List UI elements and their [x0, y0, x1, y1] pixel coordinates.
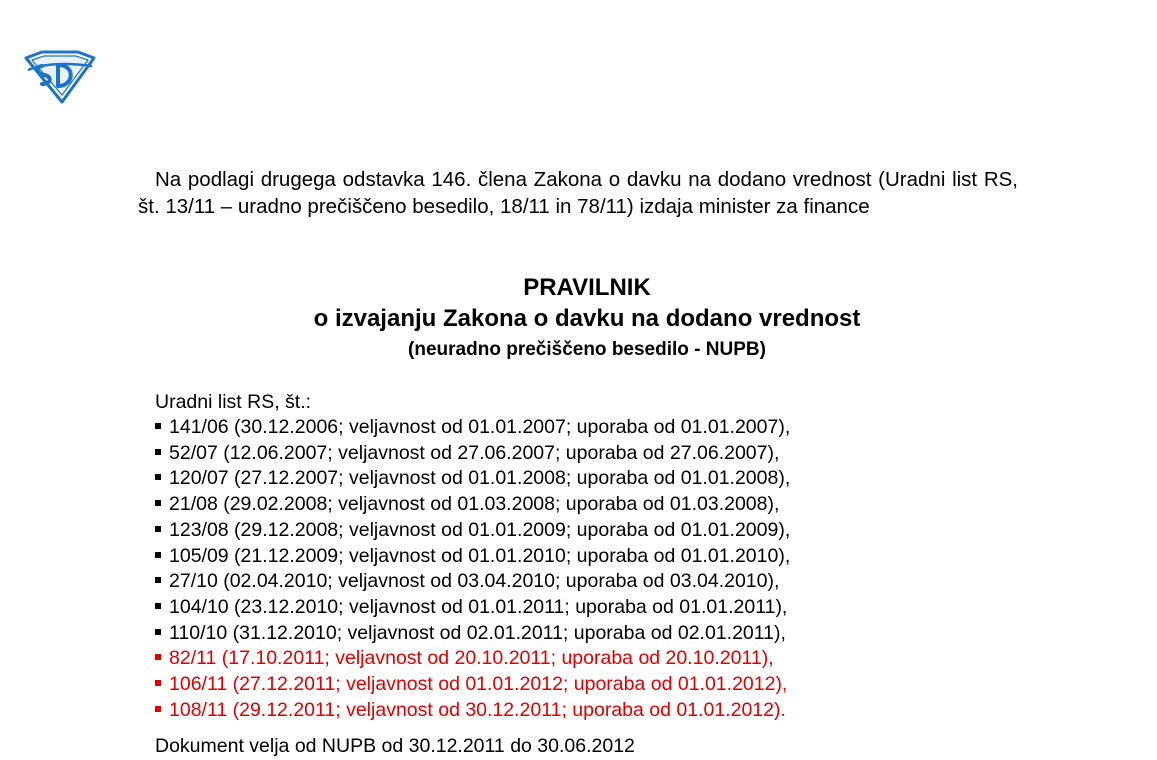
gazette-entry-highlighted — [155, 672, 790, 698]
sd-shield-logo-icon — [22, 50, 96, 104]
bullet-square-icon — [155, 423, 161, 429]
bullet-square-icon — [155, 500, 161, 506]
gazette-entry-text: 120/07 (27.12.2007; veljavnost od 01.01.2008; uporaba od 01.01.2008), — [169, 467, 791, 490]
gazette-entry-highlighted — [155, 646, 790, 672]
bullet-square-icon — [155, 603, 161, 609]
bullet-square-icon — [155, 449, 161, 455]
bullet-square-icon — [155, 552, 161, 558]
gazette-entry-text: 52/07 (12.06.2007; veljavnost od 27.06.2007; uporaba od 27.06.2007), — [169, 441, 780, 464]
gazette-label: Uradni list RS, št.: — [155, 391, 312, 413]
bullet-square-icon — [155, 680, 161, 686]
gazette-entry — [155, 466, 790, 492]
gazette-entry-text: 21/08 (29.02.2008; veljavnost od 01.03.2008; uporaba od 01.03.2008), — [169, 493, 780, 516]
gazette-entry — [155, 621, 790, 647]
bullet-square-icon — [155, 526, 161, 532]
bullet-square-icon — [155, 654, 161, 660]
gazette-entry — [155, 544, 790, 570]
gazette-entry-highlighted — [155, 698, 790, 724]
gazette-entry — [155, 415, 790, 441]
gazette-entry-text: 105/09 (21.12.2009; veljavnost od 01.01.2010; uporaba od 01.01.2010), — [169, 544, 791, 567]
gazette-entry-text: 110/10 (31.12.2010; veljavnost od 02.01.2011; uporaba od 02.01.2011), — [169, 621, 786, 644]
gazette-entry — [155, 441, 790, 467]
gazette-entry — [155, 492, 790, 518]
validity-note: Dokument velja od NUPB od 30.12.2011 do 30.06.2012 — [155, 735, 635, 757]
title-block — [138, 272, 1036, 365]
bullet-square-icon — [155, 629, 161, 635]
document-subtitle: o izvajanju Zakona o davku na dodano vrednost — [313, 305, 861, 332]
gazette-entry-text: 106/11 (27.12.2011; veljavnost od 01.01.2012; uporaba od 01.01.2012), — [169, 673, 788, 696]
document-subnote: (neuradno prečiščeno besedilo - NUPB) — [408, 339, 766, 360]
document-title: PRAVILNIK — [523, 274, 651, 301]
gazette-entry-text: 123/08 (29.12.2008; veljavnost od 01.01.2009; uporaba od 01.01.2009), — [169, 518, 791, 541]
gazette-entry-text: 104/10 (23.12.2010; veljavnost od 01.01.2011; uporaba od 01.01.2011), — [169, 595, 788, 618]
gazette-entry-text: 82/11 (17.10.2011; veljavnost od 20.10.2011; uporaba od 20.10.2011), — [169, 647, 774, 670]
gazette-entry-text: 108/11 (29.12.2011; veljavnost od 30.12.2011; uporaba od 01.01.2012). — [169, 698, 786, 721]
gazette-entry — [155, 569, 790, 595]
intro-paragraph: Na podlagi drugega odstavka 146. člena Zakona o davku na dodano vrednost (Uradni list RS, št. 13/11 – uradno prečiščeno besedilo, 18/11 in 78/11) izdaja minister za finance — [138, 168, 1018, 218]
gazette-entry-text: 27/10 (02.04.2010; veljavnost od 03.04.2010; uporaba od 03.04.2010), — [169, 570, 780, 593]
gazette-list — [155, 415, 790, 723]
gazette-entry — [155, 518, 790, 544]
bullet-square-icon — [155, 474, 161, 480]
gazette-entry-text: 141/06 (30.12.2006; veljavnost od 01.01.2007; uporaba od 01.01.2007), — [169, 416, 791, 438]
bullet-square-icon — [155, 577, 161, 583]
gazette-entry — [155, 595, 790, 621]
bullet-square-icon — [155, 706, 161, 712]
